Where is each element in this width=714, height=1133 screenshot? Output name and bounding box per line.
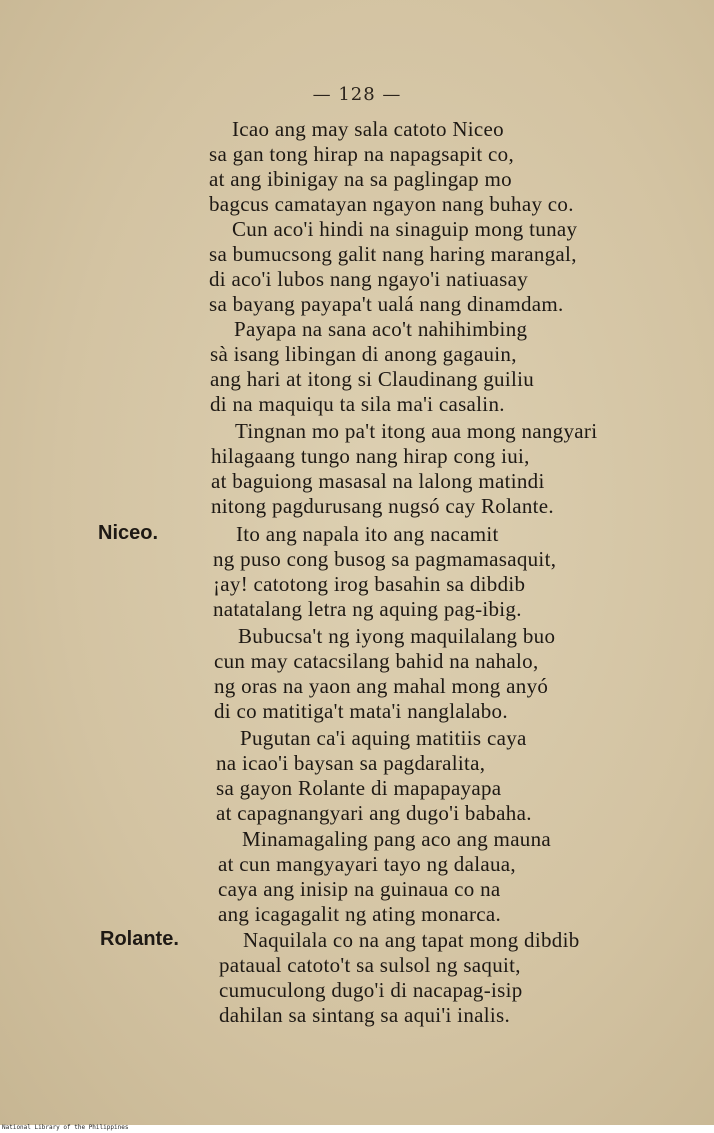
verse-line: Cun aco'i hindi na sinaguip mong tunay [232, 217, 578, 241]
verse-line: caya ang inisip na guinaua co na [218, 877, 501, 901]
verse-line: hilagaang tungo nang hirap cong iui, [211, 444, 530, 468]
verse-line: di aco'i lubos nang ngayo'i natiuasay [209, 267, 529, 291]
verse-line: ¡ay! catotong irog basahin sa dibdib [213, 572, 526, 596]
verse-line: ng puso cong busog sa pagmamasaquit, [213, 547, 557, 571]
verse-line: at cun mangyayari tayo ng dalaua, [218, 852, 516, 876]
verse-line: Pugutan ca'i aquing matitiis caya [240, 726, 527, 750]
speaker-rolante: Rolante. [100, 928, 179, 950]
verse-line: sa bumucsong galit nang haring marangal, [209, 242, 577, 266]
verse-line: sà isang libingan di anong gagauin, [210, 342, 517, 366]
verse-line: natatalang letra ng aquing pag-ibig. [213, 597, 522, 621]
verse-line: Icao ang may sala catoto Niceo [232, 117, 504, 141]
verse-line: ang icagagalit ng ating monarca. [218, 902, 502, 926]
verse-line: nitong pagdurusang nugsó cay Rolante. [211, 494, 554, 518]
footer-credit: National Library of the Philippines [2, 1124, 129, 1131]
footer-bar [0, 1125, 714, 1133]
verse-line: di na maquiqu ta sila ma'i casalin. [210, 392, 505, 416]
page-number: — 128 — [312, 84, 402, 105]
verse-line: Tingnan mo pa't itong aua mong nangyari [235, 419, 598, 443]
verse-line: sa gayon Rolante di mapapayapa [216, 776, 502, 800]
verse-line: Naquilala co na ang tapat mong dibdib [243, 928, 580, 952]
verse-line: cun may catacsilang bahid na nahalo, [214, 649, 539, 673]
verse-line: ng oras na yaon ang mahal mong anyó [214, 674, 549, 698]
verse-line: cumuculong dugo'i di nacapag-isip [219, 978, 523, 1002]
verse-line: pataual catoto't sa sulsol ng saquit, [219, 953, 521, 977]
verse-line: dahilan sa sintang sa aqui'i inalis. [219, 1003, 511, 1027]
verse-line: Bubucsa't ng iyong maquilalang buo [238, 624, 556, 648]
verse-line: Ito ang napala ito ang nacamit [236, 522, 499, 546]
verse-line: at ang ibinigay na sa paglingap mo [209, 167, 512, 191]
verse-line: ang hari at itong si Claudinang guiliu [210, 367, 535, 391]
speaker-niceo: Niceo. [98, 522, 159, 544]
verse-line: sa gan tong hirap na napagsapit co, [209, 142, 514, 166]
verse-line: na icao'i baysan sa pagdaralita, [216, 751, 486, 775]
verse-line: Minamagaling pang aco ang mauna [242, 827, 552, 851]
verse-line: sa bayang payapa't ualá nang dinamdam. [209, 292, 564, 316]
verse-line: at baguiong masasal na lalong matindi [211, 469, 545, 493]
verse-line: Payapa na sana aco't nahihimbing [234, 317, 528, 341]
verse-line: bagcus camatayan ngayon nang buhay co. [209, 192, 574, 216]
verse-line: di co matitiga't mata'i nanglalabo. [214, 699, 508, 723]
verse-line: at capagnangyari ang dugo'i babaha. [216, 801, 532, 825]
